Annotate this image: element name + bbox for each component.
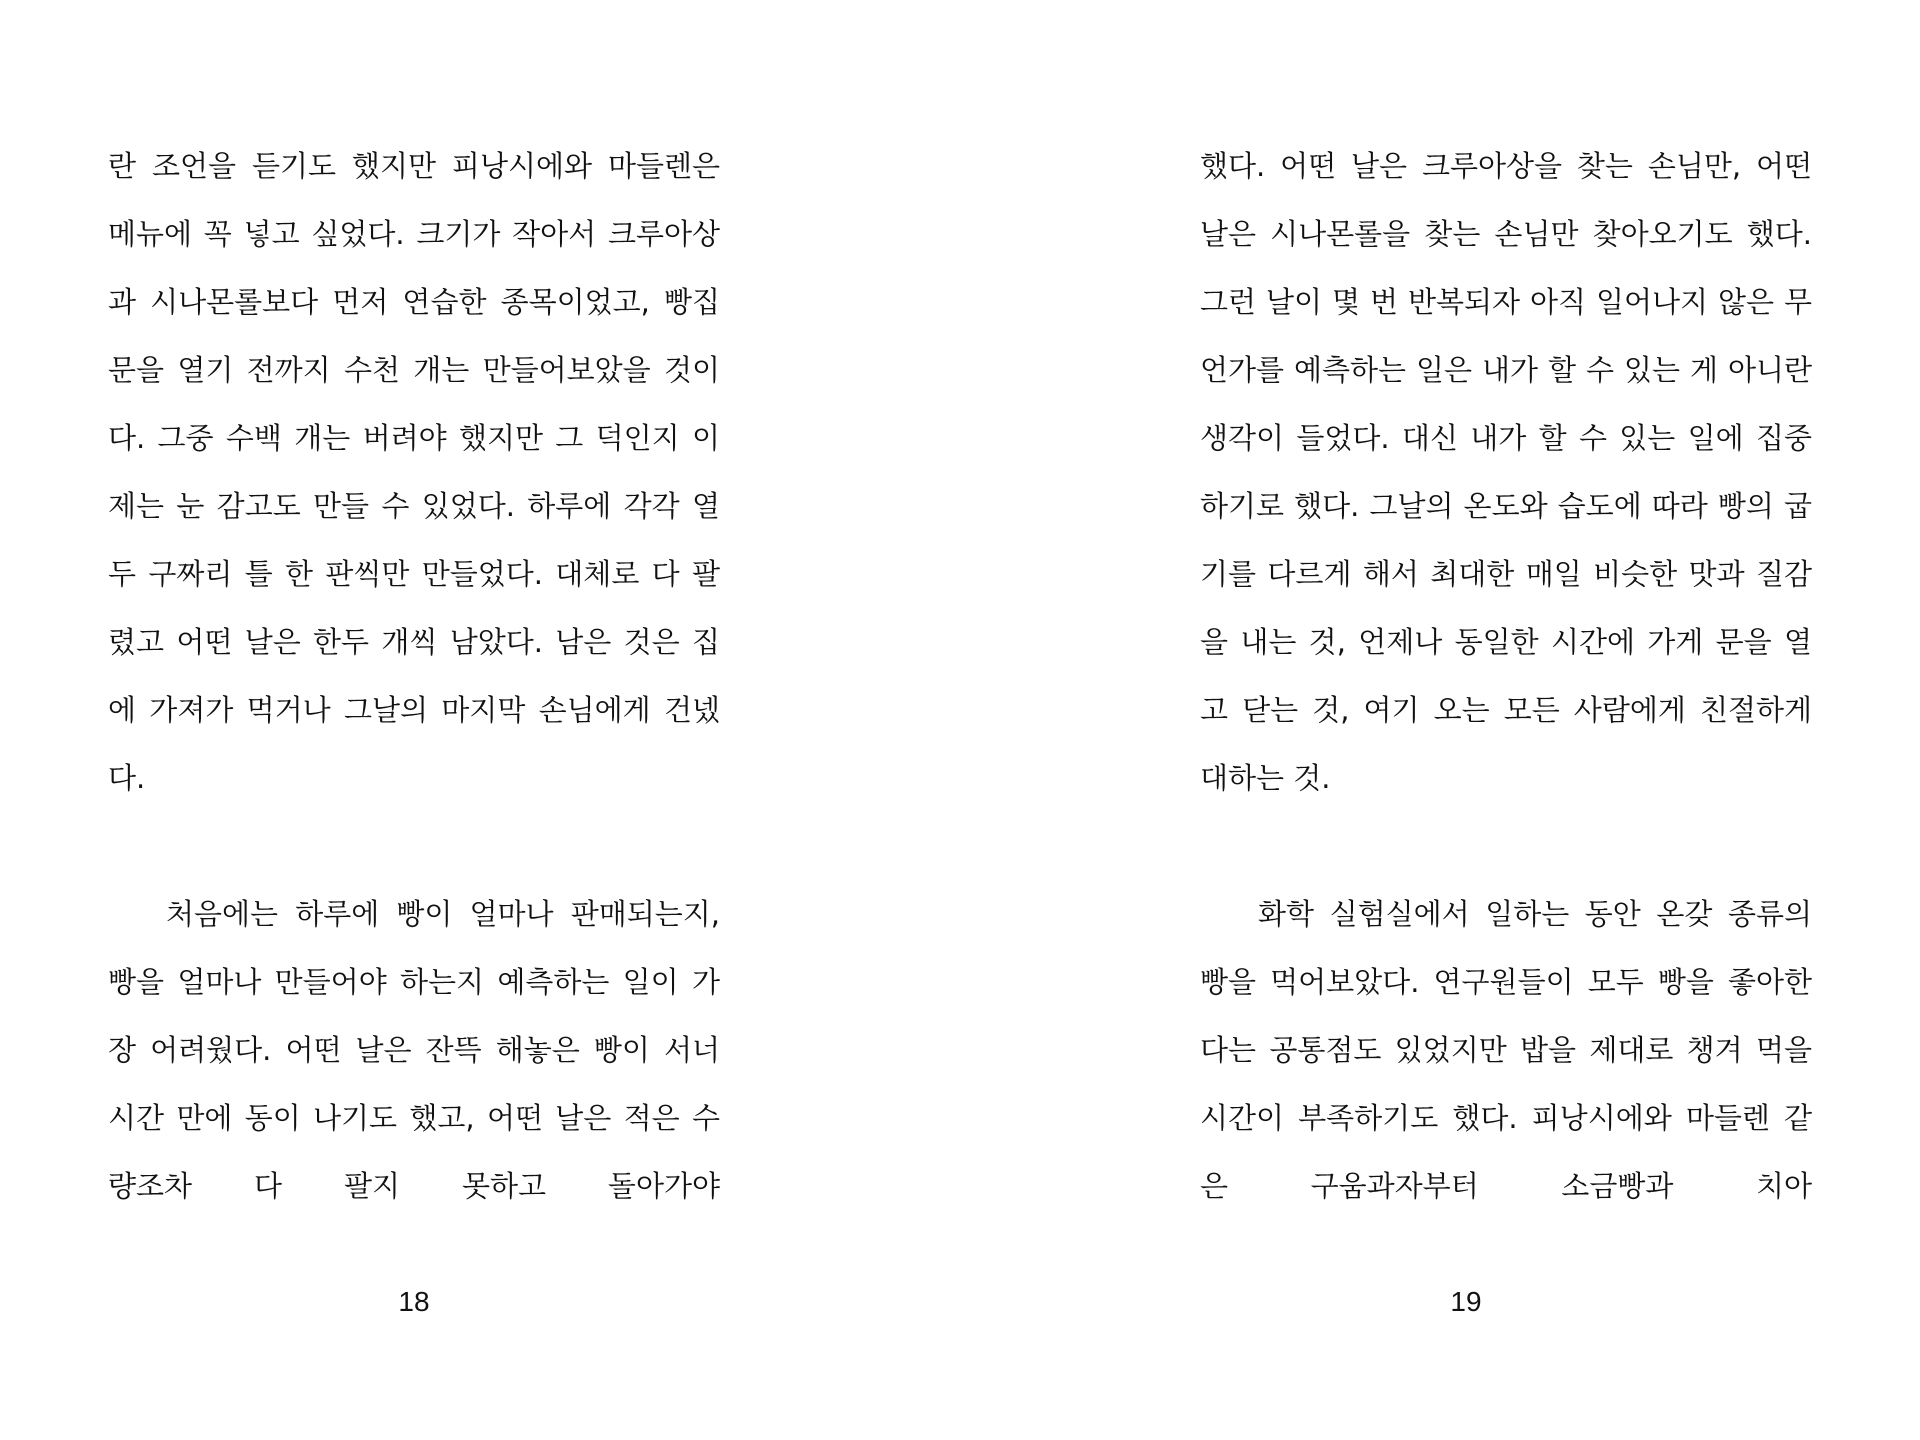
right-page-number: 19 — [1450, 1286, 1482, 1317]
left-page-number: 18 — [398, 1286, 430, 1317]
left-paragraph-1: 란 조언을 듣기도 했지만 피낭시에와 마들렌은 메뉴에 꼭 넣고 싶었다. 크기가 작아서 크루아상과 시나몬롤보다 먼저 연습한 종목이었고, 빵집 문을 열기 전까지 수천 개는 만들어보았을 것이다. 그중 수백 개는 버려야 했지만 그 덕인지 이제는 눈 감고도 만들 수 있었다. 하루에 각각 열두 구짜리 틀 한 판씩만 만들었다. 대체로 다 팔렸고 어떤 날은 한두 개씩 남았다. 남은 것은 집에 가져가 먹거나 그날의 마지막 손님에게 건넸다. — [108, 149, 720, 795]
right-paragraph-2: 화학 실험실에서 일하는 동안 온갖 종류의 빵을 먹어보았다. 연구원들이 모두 빵을 좋아한다는 공통점도 있었지만 밥을 제대로 챙겨 먹을 시간이 부족하기도 했다. 피낭시에와 마들렌 같은 구움과자부터 소금빵과 치아 — [1200, 897, 1812, 1203]
paragraph-gap — [1200, 812, 1812, 880]
right-page — [960, 0, 1920, 1440]
right-paragraph-1: 했다. 어떤 날은 크루아상을 찾는 손님만, 어떤 날은 시나몬롤을 찾는 손님만 찾아오기도 했다. 그런 날이 몇 번 반복되자 아직 일어나지 않은 무언가를 예측하는 일은 내가 할 수 있는 게 아니란 생각이 들었다. 대신 내가 할 수 있는 일에 집중하기로 했다. 그날의 온도와 습도에 따라 빵의 굽기를 다르게 해서 최대한 매일 비슷한 맛과 질감을 내는 것, 언제나 동일한 시간에 가게 문을 열고 닫는 것, 여기 오는 모든 사람에게 친절하게 대하는 것. — [1200, 149, 1812, 795]
left-page-text — [108, 132, 720, 1220]
right-page-text — [1200, 132, 1812, 1220]
left-paragraph-2: 처음에는 하루에 빵이 얼마나 판매되는지, 빵을 얼마나 만들어야 하는지 예측하는 일이 가장 어려웠다. 어떤 날은 잔뜩 해놓은 빵이 서너 시간 만에 동이 나기도 했고, 어떤 날은 적은 수량조차 다 팔지 못하고 돌아가야 — [108, 897, 720, 1203]
paragraph-gap — [108, 812, 720, 880]
